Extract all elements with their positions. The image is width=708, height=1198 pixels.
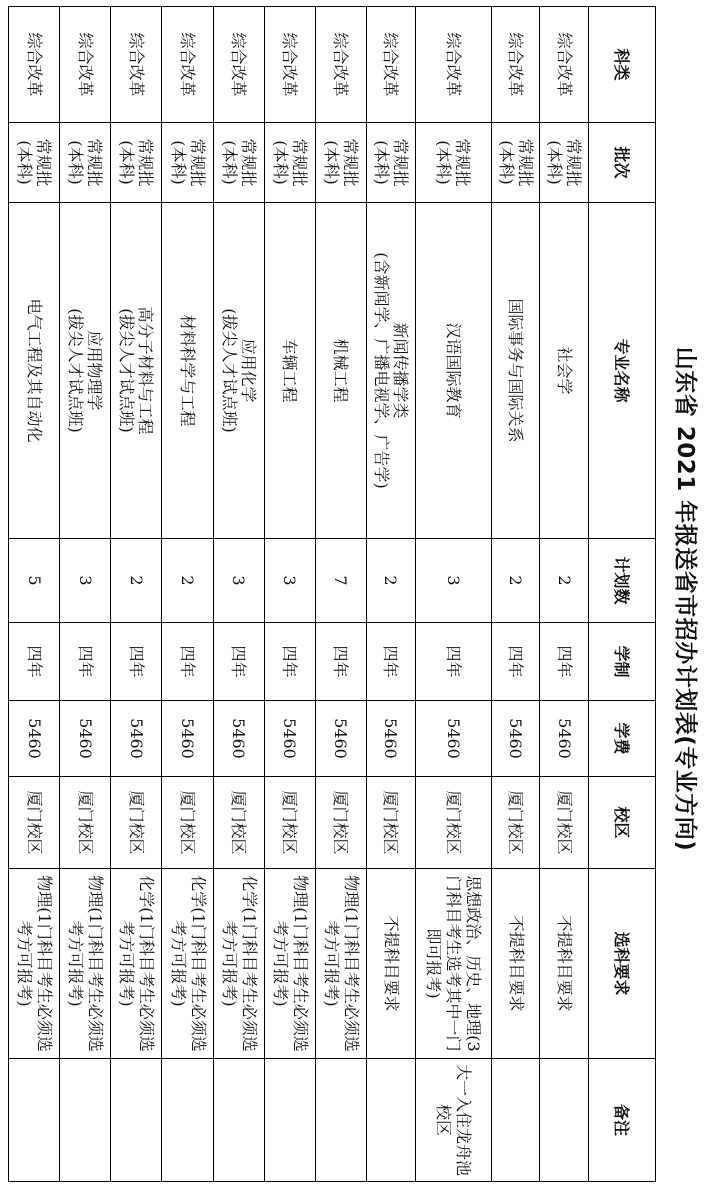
cell-note — [60, 1059, 111, 1182]
cell-campus: 厦门校区 — [111, 777, 162, 869]
table-row — [162, 7, 213, 1182]
major-label: 电气工程及其自动化 — [24, 298, 44, 443]
batch-note: (本科) — [496, 140, 516, 185]
cell-plan: 2 — [540, 539, 589, 623]
batch-label: 常规批 — [136, 138, 156, 187]
table-row — [213, 7, 264, 1182]
cell-campus: 厦门校区 — [9, 777, 60, 869]
table-row — [264, 7, 315, 1182]
batch-label: 常规批 — [390, 138, 410, 187]
cell-category: 综合改革 — [367, 7, 416, 123]
batch-label: 常规批 — [515, 138, 535, 187]
cell-fee: 5460 — [540, 701, 589, 777]
cell-fee: 5460 — [111, 701, 162, 777]
batch-label: 常规批 — [564, 138, 584, 187]
batch-label: 常规批 — [34, 138, 54, 187]
cell-campus: 厦门校区 — [491, 777, 540, 869]
header-note: 备注 — [589, 1059, 656, 1182]
cell-campus: 厦门校区 — [264, 777, 315, 869]
cell-category: 综合改革 — [162, 7, 213, 123]
cell-fee: 5460 — [60, 701, 111, 777]
cell-note — [213, 1059, 264, 1182]
cell-note — [491, 1059, 540, 1182]
table-row — [315, 7, 366, 1182]
cell-fee: 5460 — [491, 701, 540, 777]
cell-major — [162, 203, 213, 539]
major-note: (拔尖人才试点班) — [66, 308, 86, 433]
cell-batch — [264, 123, 315, 203]
cell-batch — [213, 123, 264, 203]
header-batch: 批次 — [589, 123, 656, 203]
cell-years: 四年 — [415, 623, 491, 701]
cell-years: 四年 — [315, 623, 366, 701]
header-category: 科类 — [589, 7, 656, 123]
cell-fee: 5460 — [213, 701, 264, 777]
cell-requirement: 物理(1门科目考生必须选考方可报考) — [315, 869, 366, 1059]
cell-note — [540, 1059, 589, 1182]
cell-category: 综合改革 — [213, 7, 264, 123]
cell-batch — [315, 123, 366, 203]
cell-major — [315, 203, 366, 539]
cell-batch — [162, 123, 213, 203]
cell-batch — [9, 123, 60, 203]
cell-campus: 厦门校区 — [213, 777, 264, 869]
cell-fee: 5460 — [415, 701, 491, 777]
cell-requirement: 物理(1门科目考生必须选考方可报考) — [60, 869, 111, 1059]
table-row — [111, 7, 162, 1182]
cell-requirement: 化学(1门科目考生必须选考方可报考) — [213, 869, 264, 1059]
cell-fee: 5460 — [315, 701, 366, 777]
cell-note — [9, 1059, 60, 1182]
batch-note: (本科) — [15, 140, 35, 185]
batch-label: 常规批 — [340, 138, 360, 187]
header-major: 专业名称 — [589, 203, 656, 539]
cell-plan: 3 — [415, 539, 491, 623]
cell-campus: 厦门校区 — [60, 777, 111, 869]
cell-major — [491, 203, 540, 539]
header-campus: 校区 — [589, 777, 656, 869]
cell-category: 综合改革 — [540, 7, 589, 123]
header-fee: 学费 — [589, 701, 656, 777]
cell-category: 综合改革 — [60, 7, 111, 123]
batch-label: 常规批 — [187, 138, 207, 187]
table-row — [491, 7, 540, 1182]
table-row — [60, 7, 111, 1182]
cell-batch — [367, 123, 416, 203]
cell-category: 综合改革 — [315, 7, 366, 123]
cell-major — [60, 203, 111, 539]
cell-years: 四年 — [540, 623, 589, 701]
cell-category: 综合改革 — [264, 7, 315, 123]
cell-requirement: 物理(1门科目考生必须选考方可报考) — [264, 869, 315, 1059]
cell-requirement: 不提科目要求 — [367, 869, 416, 1059]
cell-plan: 5 — [9, 539, 60, 623]
cell-plan: 7 — [315, 539, 366, 623]
cell-campus: 厦门校区 — [315, 777, 366, 869]
cell-plan: 2 — [162, 539, 213, 623]
batch-note: (本科) — [371, 140, 391, 185]
cell-requirement: 不提科目要求 — [491, 869, 540, 1059]
batch-note: (本科) — [270, 140, 290, 185]
cell-major — [111, 203, 162, 539]
batch-label: 常规批 — [238, 138, 258, 187]
batch-note: (本科) — [545, 140, 565, 185]
batch-note: (本科) — [321, 140, 341, 185]
cell-years: 四年 — [213, 623, 264, 701]
cell-requirement: 化学(1门科目考生必须选考方可报考) — [111, 869, 162, 1059]
cell-requirement: 物理(1门科目考生必须选考方可报考) — [9, 869, 60, 1059]
cell-years: 四年 — [60, 623, 111, 701]
cell-years: 四年 — [264, 623, 315, 701]
admission-plan-table — [8, 6, 656, 1182]
batch-note: (本科) — [168, 140, 188, 185]
cell-batch — [491, 123, 540, 203]
cell-requirement: 不提科目要求 — [540, 869, 589, 1059]
cell-major — [415, 203, 491, 539]
cell-plan: 2 — [491, 539, 540, 623]
major-label: 车辆工程 — [280, 338, 300, 403]
table-row — [415, 7, 491, 1182]
batch-note: (本科) — [434, 140, 454, 185]
batch-note: (本科) — [117, 140, 137, 185]
table-row — [9, 7, 60, 1182]
cell-note — [111, 1059, 162, 1182]
batch-label: 常规批 — [85, 138, 105, 187]
cell-campus: 厦门校区 — [367, 777, 416, 869]
batch-label: 常规批 — [453, 138, 473, 187]
page-title: 山东省 2021 年报送省市招办计划表(专业方向) — [672, 346, 698, 852]
header-requirement: 选科要求 — [589, 869, 656, 1059]
cell-note — [264, 1059, 315, 1182]
header-years: 学制 — [589, 623, 656, 701]
cell-plan: 2 — [367, 539, 416, 623]
major-label: 高分子材料与工程 — [136, 306, 156, 435]
cell-years: 四年 — [162, 623, 213, 701]
cell-years: 四年 — [9, 623, 60, 701]
major-label: 社会学 — [554, 346, 574, 395]
major-note: (拔尖人才试点班) — [117, 308, 137, 433]
table-header-row — [589, 7, 656, 1182]
batch-label: 常规批 — [289, 138, 309, 187]
cell-note — [162, 1059, 213, 1182]
cell-requirement: 化学(1门科目考生必须选考方可报考) — [162, 869, 213, 1059]
major-label: 材料科学与工程 — [178, 314, 198, 427]
cell-years: 四年 — [367, 623, 416, 701]
cell-campus: 厦门校区 — [415, 777, 491, 869]
cell-plan: 3 — [60, 539, 111, 623]
major-label: 国际事务与国际关系 — [506, 298, 526, 443]
cell-fee: 5460 — [367, 701, 416, 777]
table-row — [367, 7, 416, 1182]
major-label: 应用物理学 — [85, 330, 105, 411]
cell-campus: 厦门校区 — [162, 777, 213, 869]
cell-category: 综合改革 — [491, 7, 540, 123]
cell-batch — [111, 123, 162, 203]
cell-campus: 厦门校区 — [540, 777, 589, 869]
cell-requirement: 思想政治、历史、地理(3门科目考生选考其中一门即可报考) — [415, 869, 491, 1059]
batch-note: (本科) — [219, 140, 239, 185]
cell-major — [9, 203, 60, 539]
cell-years: 四年 — [111, 623, 162, 701]
major-label: 机械工程 — [331, 338, 351, 403]
cell-batch — [540, 123, 589, 203]
cell-fee: 5460 — [9, 701, 60, 777]
cell-note — [367, 1059, 416, 1182]
cell-plan: 2 — [111, 539, 162, 623]
major-label: 新闻传播学类 — [390, 322, 410, 419]
major-note: (含新闻学、广播电视学、广告学) — [371, 252, 391, 489]
header-plan: 计划数 — [589, 539, 656, 623]
cell-years: 四年 — [491, 623, 540, 701]
major-label: 应用化学 — [238, 338, 258, 403]
cell-batch — [415, 123, 491, 203]
cell-category: 综合改革 — [415, 7, 491, 123]
major-note: (拔尖人才试点班) — [219, 308, 239, 433]
cell-plan: 3 — [264, 539, 315, 623]
cell-plan: 3 — [213, 539, 264, 623]
cell-category: 综合改革 — [9, 7, 60, 123]
table-row — [540, 7, 589, 1182]
cell-major — [264, 203, 315, 539]
batch-note: (本科) — [66, 140, 86, 185]
cell-major — [213, 203, 264, 539]
cell-note — [315, 1059, 366, 1182]
cell-fee: 5460 — [162, 701, 213, 777]
cell-major — [367, 203, 416, 539]
cell-note: 大一入住龙舟池校区 — [415, 1059, 491, 1182]
cell-category: 综合改革 — [111, 7, 162, 123]
cell-major — [540, 203, 589, 539]
cell-fee: 5460 — [264, 701, 315, 777]
cell-batch — [60, 123, 111, 203]
major-label: 汉语国际教育 — [443, 322, 463, 419]
